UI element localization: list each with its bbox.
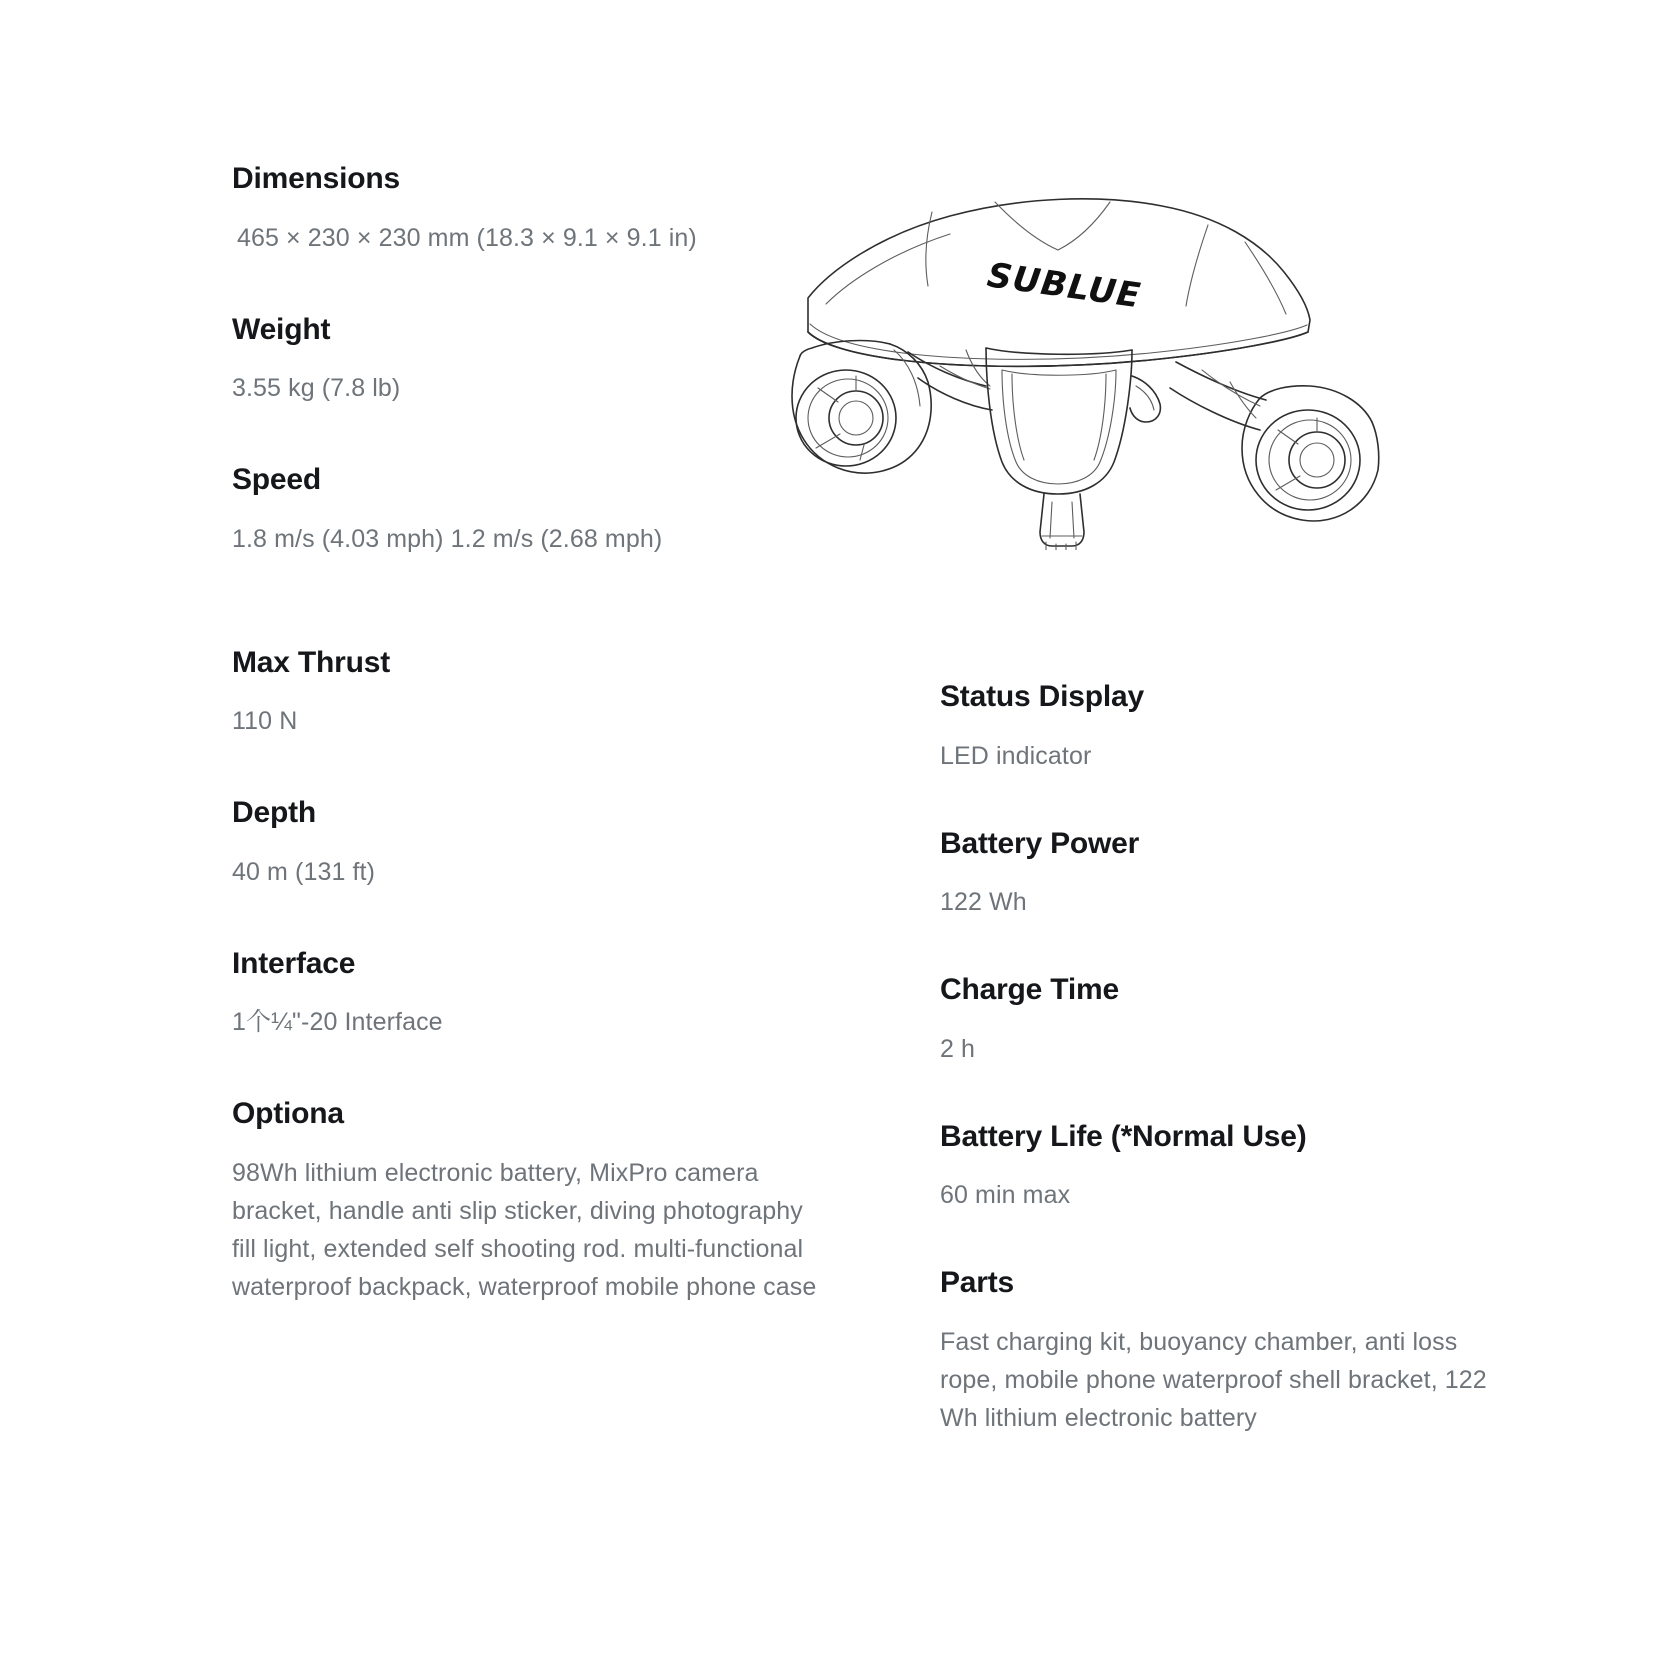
spec-value-parts: Fast charging kit, buoyancy chamber, anti loss rope, mobile phone waterproof shell bracket, 122 Wh lithium electronic battery bbox=[940, 1327, 1487, 1432]
spec-title-battery-life: Battery Life (*Normal Use) bbox=[940, 1119, 1307, 1153]
right-thruster-group bbox=[1242, 386, 1379, 521]
scooter-line-art-svg bbox=[790, 180, 1380, 550]
spec-block-battery-life bbox=[940, 1120, 1520, 1215]
spec-block-weight bbox=[232, 313, 832, 408]
spec-block-status-display bbox=[940, 680, 1520, 775]
spec-value-battery-power: 122 Wh bbox=[940, 888, 1027, 916]
spec-title-parts: Parts bbox=[940, 1266, 1015, 1299]
product-illustration bbox=[790, 180, 1380, 550]
spec-block-dimensions bbox=[232, 162, 832, 257]
spec-block-charge-time bbox=[940, 973, 1520, 1068]
right-arm-group bbox=[1170, 362, 1266, 430]
spec-block-max-thrust bbox=[232, 646, 832, 741]
left-spec-column bbox=[232, 162, 832, 1340]
center-handle-module bbox=[986, 348, 1160, 550]
spec-value-status-display: LED indicator bbox=[940, 741, 1092, 770]
spec-title-max-thrust: Max Thrust bbox=[232, 645, 391, 679]
spec-title-optional: Optiona bbox=[232, 1097, 344, 1130]
right-spec-column bbox=[940, 680, 1520, 1489]
spec-title-dimensions: Dimensions bbox=[232, 162, 401, 195]
spec-value-depth: 40 m (131 ft) bbox=[232, 857, 376, 886]
spec-value-speed: 1.8 m/s (4.03 mph) 1.2 m/s (2.68 mph) bbox=[232, 524, 663, 553]
spec-title-depth: Depth bbox=[232, 796, 316, 829]
spec-block-battery-power bbox=[940, 827, 1520, 922]
sublue-brand-logo: SUBLUE bbox=[984, 255, 1144, 317]
spec-value-max-thrust: 110 N bbox=[232, 707, 298, 735]
spec-title-charge-time: Charge Time bbox=[940, 973, 1119, 1006]
spec-title-interface: Interface bbox=[232, 946, 356, 980]
spec-title-status-display: Status Display bbox=[940, 680, 1144, 713]
spec-value-charge-time: 2 h bbox=[940, 1034, 976, 1063]
spec-title-battery-power: Battery Power bbox=[940, 826, 1140, 860]
spec-block-parts bbox=[940, 1266, 1520, 1437]
spec-title-weight: Weight bbox=[232, 312, 331, 346]
spec-block-optional bbox=[232, 1097, 832, 1306]
spec-value-weight: 3.55 kg (7.8 lb) bbox=[232, 374, 401, 402]
spec-block-depth bbox=[232, 796, 832, 891]
spec-value-dimensions: 465 × 230 × 230 mm (18.3 × 9.1 × 9.1 in) bbox=[237, 223, 697, 252]
spec-title-speed: Speed bbox=[232, 463, 322, 496]
spec-value-battery-life: 60 min max bbox=[940, 1181, 1071, 1209]
spec-value-optional: 98Wh lithium electronic battery, MixPro camera bracket, handle anti slip sticker, diving photography fill light, extended self shooting rod. multi-functional waterproof backpack, waterproof mobile phone case bbox=[232, 1158, 817, 1301]
spec-block-speed bbox=[232, 463, 832, 558]
spec-value-interface: 1个¼"-20 Interface bbox=[232, 1008, 443, 1036]
spec-block-interface bbox=[232, 947, 832, 1042]
